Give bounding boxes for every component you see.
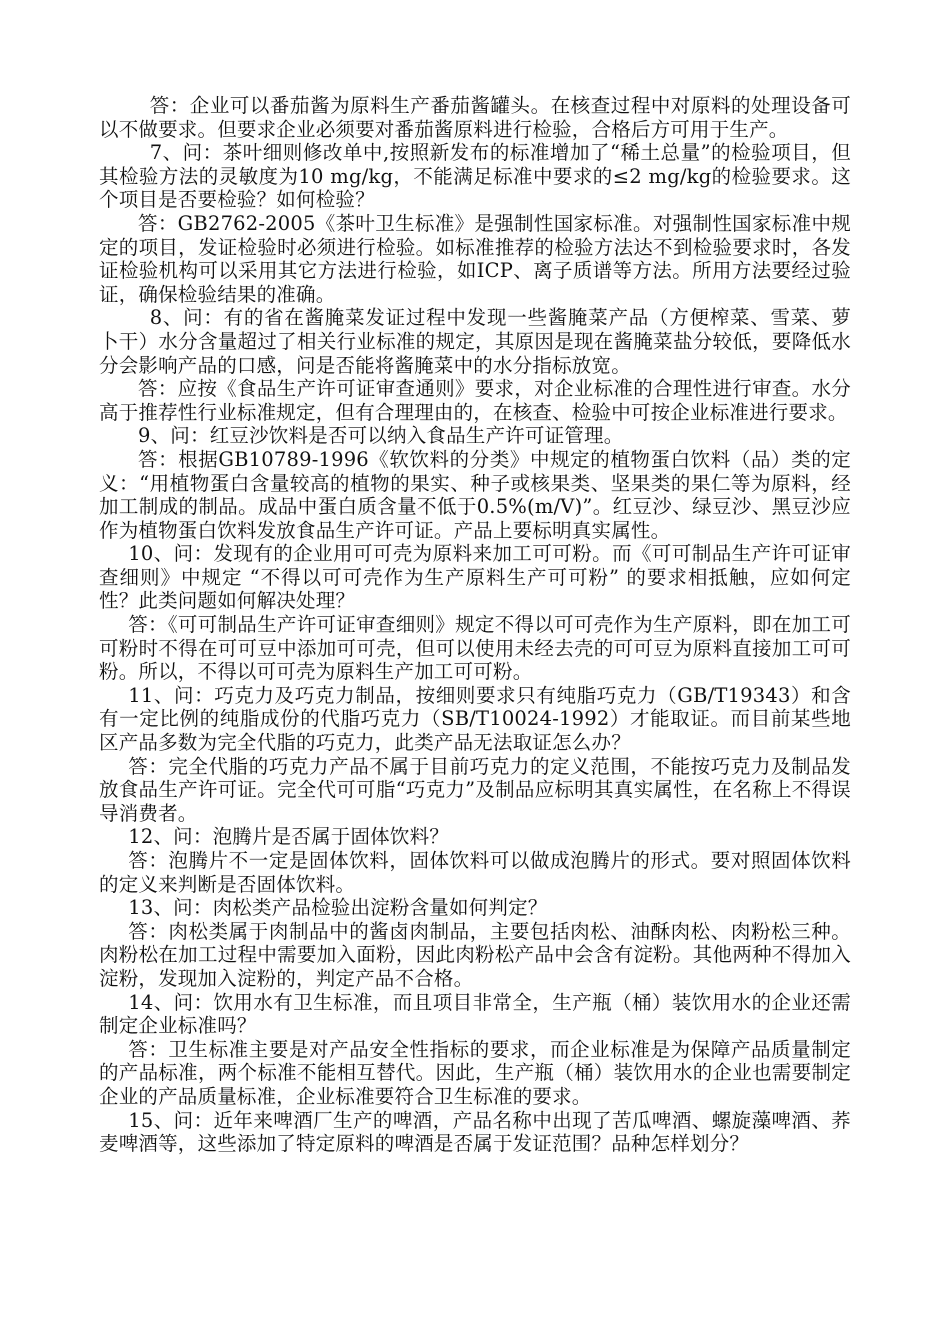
- document-body: [99, 94, 851, 1156]
- paragraph-question-14: 14、问：饮用水有卫生标准，而且项目非常全，生产瓶（桶）装饮用水的企业还需制定企业标准吗？: [99, 990, 851, 1038]
- paragraph-question-9: 9、问：红豆沙饮料是否可以纳入食品生产许可证管理。: [138, 424, 624, 448]
- paragraph-answer-12: 答：泡腾片不一定是固体饮料，固体饮料可以做成泡腾片的形式。要对照固体饮料的定义来判断是否固体饮料。: [99, 849, 851, 896]
- paragraph-question-10: 10、问：发现有的企业用可可壳为原料来加工可可粉。而《可可制品生产许可证审查细则》中规定 “不得以可可壳作为生产原料生产可可粉” 的要求相抵触，应如何定性？此类问题如何解决处理？: [99, 542, 851, 613]
- paragraph-answer-11: 答：完全代脂的巧克力产品不属于目前巧克力的定义范围，不能按巧克力及制品发放食品生产许可证。完全代可可脂“巧克力”及制品应标明其真实属性，在名称上不得误导消费者。: [99, 754, 851, 825]
- paragraph-answer-14: 答：卫生标准主要是对产品安全性指标的要求，而企业标准是为保障产品质量制定的产品标准，两个标准不能相互替代。因此，生产瓶（桶）装饮用水的企业也需要制定企业的产品质量标准，企业标准要符合卫生标准的要求。: [99, 1037, 851, 1108]
- paragraph-question-15: 15、问：近年来啤酒厂生产的啤酒，产品名称中出现了苦瓜啤酒、螺旋藻啤酒、荞麦啤酒等，这些添加了特定原料的啤酒是否属于发证范围？品种怎样划分？: [99, 1108, 851, 1156]
- paragraph-answer-9: 答：根据GB10789-1996《软饮料的分类》中规定的植物蛋白饮料（品）类的定义：“用植物蛋白含量较高的植物的果实、种子或核果类、坚果类的果仁等为原料，经加工制成的制品。成品中蛋白质含量不低于0.5%(m/V)”。红豆沙、绿豆沙、黑豆沙应作为植物蛋白饮料发放食品生产许可证。产品上要标明真实属性。: [99, 447, 851, 542]
- paragraph-answer-6: 答：企业可以番茄酱为原料生产番茄酱罐头。在核查过程中对原料的处理设备可以不做要求。但要求企业必须要对番茄酱原料进行检验，合格后方可用于生产。: [99, 94, 851, 141]
- paragraph-answer-8: 答：应按《食品生产许可证审查通则》要求，对企业标准的合理性进行审查。水分高于推荐性行业标准规定，但有合理理由的，在核查、检验中可按企业标准进行要求。: [99, 377, 851, 424]
- paragraph-answer-10: 答：《可可制品生产许可证审查细则》规定不得以可可壳作为生产原料，即在加工可可粉时不得在可可豆中添加可可壳，但可以使用未经去壳的可可豆为原料直接加工可可粉。所以，不得以可可壳为原料生产加工可可粉。: [99, 613, 851, 684]
- paragraph-question-11: 11、问：巧克力及巧克力制品，按细则要求只有纯脂巧克力（GB/T19343）和含有一定比例的纯脂成份的代脂巧克力（SB/T10024-1992）才能取证。而目前某些地区产品多数为完全代脂的巧克力，此类产品无法取证怎么办？: [99, 683, 851, 755]
- paragraph-question-7: 7、问：茶叶细则修改单中,按照新发布的标准增加了“稀土总量”的检验项目，但其检验方法的灵敏度为10 mg/kg，不能满足标准中要求的≤2 mg/kg的检验要求。这个项目是否要检验？如何检验？: [99, 141, 851, 212]
- paragraph-answer-7: 答：GB2762-2005《茶叶卫生标准》是强制性国家标准。对强制性国家标准中规定的项目，发证检验时必须进行检验。如标准推荐的检验方法达不到检验要求时，各发证检验机构可以采用其它方法进行检验，如ICP、离子质谱等方法。所用方法要经过验证，确保检验结果的准确。: [99, 211, 851, 306]
- paragraph-question-13: 13、问：肉松类产品检验出淀粉含量如何判定？: [128, 896, 548, 920]
- paragraph-answer-13: 答：肉松类属于肉制品中的酱卤肉制品，主要包括肉松、油酥肉松、肉粉松三种。肉粉松在加工过程中需要加入面粉，因此肉粉松产品中会含有淀粉。其他两种不得加入淀粉，发现加入淀粉的，判定产品不合格。: [99, 919, 851, 990]
- paragraph-question-12: 12、问：泡腾片是否属于固体饮料？: [128, 825, 449, 849]
- paragraph-question-8: 8、问：有的省在酱腌菜发证过程中发现一些酱腌菜产品（方便榨菜、雪菜、萝卜干）水分含量超过了相关行业标准的规定，其原因是现在酱腌菜盐分较低，要降低水分会影响产品的口感，问是否能将酱腌菜中的水分指标放宽。: [99, 306, 851, 377]
